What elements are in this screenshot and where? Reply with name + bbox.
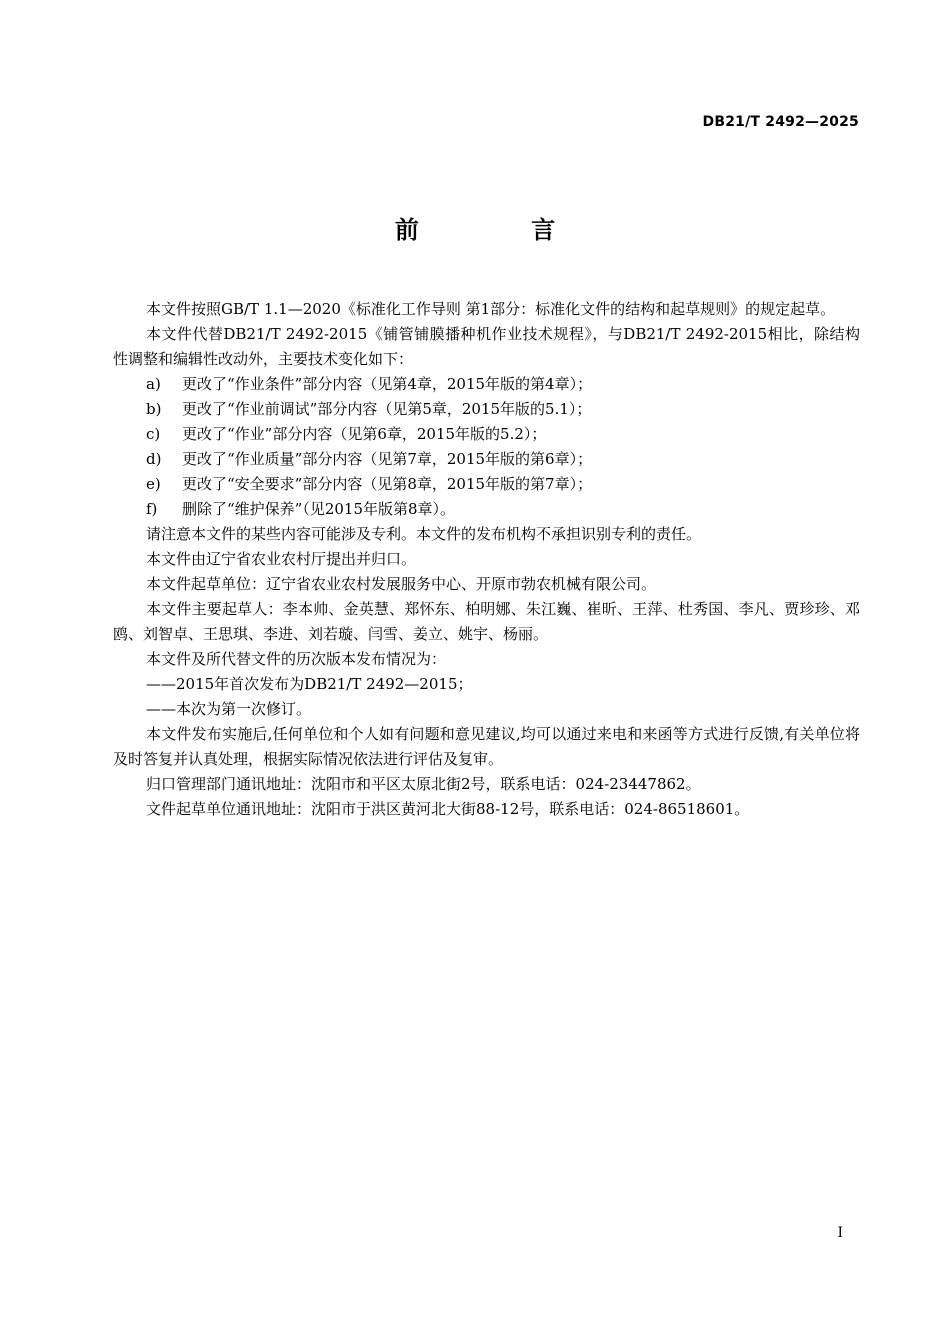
list-item bbox=[113, 497, 860, 522]
list-marker: a) bbox=[146, 375, 161, 393]
list-item bbox=[113, 472, 860, 497]
list-item-text: 更改了“作业”部分内容（见第6章，2015年版的5.2）； bbox=[182, 425, 547, 443]
list-item-text: 更改了“安全要求”部分内容（见第8章，2015年版的第7章）； bbox=[182, 475, 593, 493]
history-entry: ——本次为第一次修订。 bbox=[146, 700, 312, 718]
list-marker: d) bbox=[146, 450, 162, 468]
list-item bbox=[113, 397, 860, 422]
page-title: 前 言 bbox=[394, 216, 608, 244]
list-item-text: 更改了“作业条件”部分内容（见第4章，2015年版的第4章）； bbox=[182, 375, 593, 393]
paragraph-drafter-contact: 文件起草单位通讯地址：沈阳市于洪区黄河北大街88-12号，联系电话：024-86518601。 bbox=[146, 800, 750, 818]
paragraph-version-history: 本文件及所代替文件的历次版本发布情况为： bbox=[146, 650, 447, 668]
paragraph-admin-contact: 归口管理部门通讯地址：沈阳市和平区太原北街2号，联系电话：024-23447862。 bbox=[146, 775, 701, 793]
list-item-text: 删除了“维护保养”（见2015年版第8章）。 bbox=[182, 500, 456, 518]
list-marker: e) bbox=[146, 475, 161, 493]
list-item-text: 更改了“作业质量”部分内容（见第7章，2015年版的第6章）； bbox=[182, 450, 593, 468]
foreword-body bbox=[113, 297, 860, 822]
list-item bbox=[113, 422, 860, 447]
paragraph-drafting-rules: 本文件按照GB/T 1.1—2020《标准化工作导则 第1部分：标准化文件的结构和起草规则》的规定起草。 bbox=[146, 300, 836, 318]
page-number: I bbox=[837, 1225, 843, 1241]
history-entry: ——2015年首次发布为DB21/T 2492—2015； bbox=[146, 675, 473, 693]
list-item bbox=[113, 447, 860, 472]
paragraph-patent-notice: 请注意本文件的某些内容可能涉及专利。本文件的发布机构不承担识别专利的责任。 bbox=[146, 525, 702, 543]
list-item bbox=[113, 372, 860, 397]
paragraph-proposer: 本文件由辽宁省农业农村厅提出并归口。 bbox=[146, 550, 417, 568]
paragraph-feedback: 本文件发布实施后,任何单位和个人如有问题和意见建议,均可以通过来电和来函等方式进行反馈,有关单位将及时答复并认真处理，根据实际情况依法进行评估及复审。 bbox=[113, 725, 860, 768]
changes-list bbox=[113, 372, 860, 522]
list-marker: b) bbox=[146, 400, 162, 418]
list-item-text: 更改了“作业前调试”部分内容（见第5章，2015年版的5.1）； bbox=[182, 400, 592, 418]
document-code: DB21/T 2492—2025 bbox=[702, 114, 859, 130]
paragraph-drafters: 本文件主要起草人：李本帅、金英慧、郑怀东、柏明娜、朱江巍、崔昕、王萍、杜秀国、李凡、贾珍珍、邓鸥、刘智卓、王思琪、李进、刘若璇、闫雪、姜立、姚宇、杨丽。 bbox=[113, 600, 860, 643]
list-marker: c) bbox=[146, 425, 161, 443]
paragraph-replacement: 本文件代替DB21/T 2492-2015《铺管铺膜播种机作业技术规程》，与DB21/T 2492-2015相比，除结构性调整和编辑性改动外，主要技术变化如下： bbox=[113, 325, 860, 368]
paragraph-drafting-units: 本文件起草单位：辽宁省农业农村发展服务中心、开原市勃农机械有限公司。 bbox=[146, 575, 657, 593]
list-marker: f) bbox=[146, 500, 158, 518]
